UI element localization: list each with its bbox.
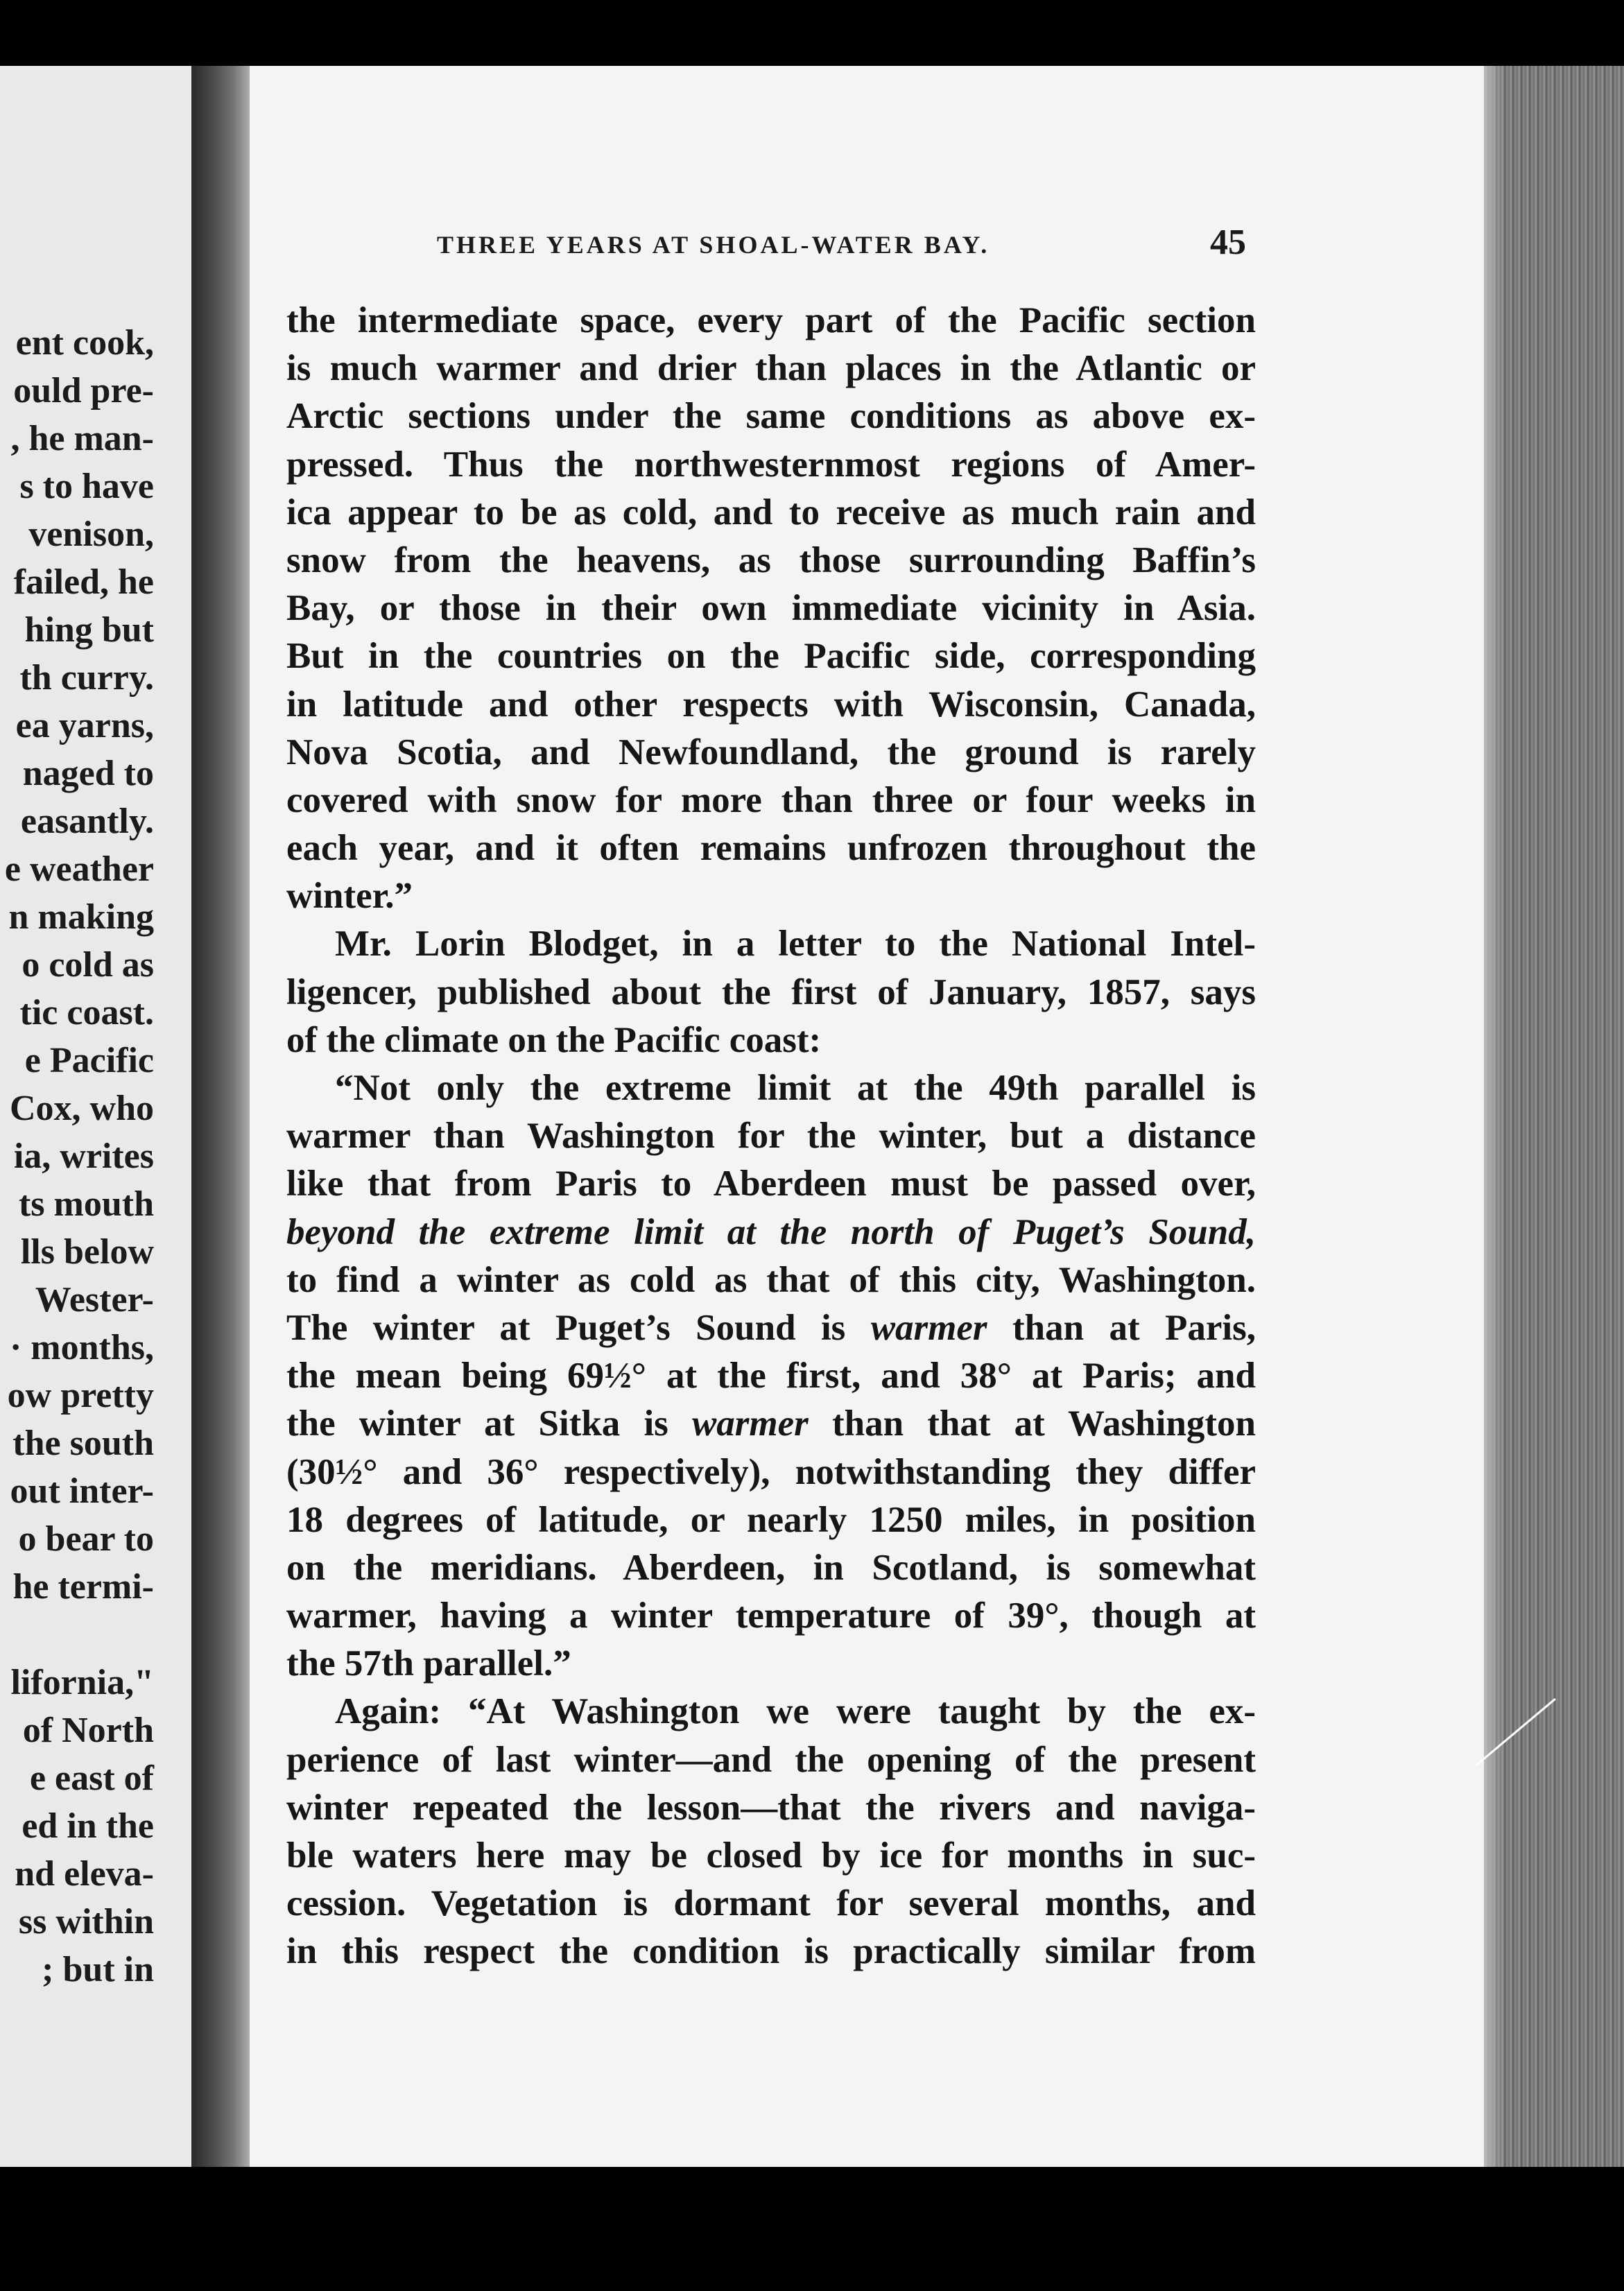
- text-line: Arctic sections under the same conditions as above ex-: [286, 396, 1256, 437]
- text-line: warmer than Washington for the winter, but a distance: [286, 1116, 1256, 1157]
- text-line: on the meridians. Aberdeen, in Scotland, is somewhat: [286, 1547, 1256, 1588]
- text-line: [286, 1209, 1256, 1256]
- text-line: Mr. Lorin Blodget, in a letter to the National Intel-: [335, 924, 1256, 965]
- text-line: cession. Vegetation is dormant for several months, and: [286, 1883, 1256, 1924]
- left-fragment: ea yarns,: [15, 706, 154, 745]
- left-fragment: [5, 1611, 154, 1659]
- text-line: is much warmer and drier than places in the Atlantic or: [286, 348, 1256, 389]
- left-fragment: th curry.: [19, 658, 154, 698]
- left-fragment: e weather: [4, 849, 154, 889]
- left-fragment: lifornia,": [10, 1663, 154, 1702]
- text-line: ble waters here may be closed by ice for months in suc-: [286, 1835, 1256, 1876]
- text-line: in this respect the condition is practically similar from: [286, 1931, 1256, 1972]
- left-fragment: of North: [22, 1711, 154, 1750]
- left-fragment: hing but: [24, 610, 154, 650]
- text-line: in latitude and other respects with Wisconsin, Canada,: [286, 684, 1256, 725]
- body-text: [286, 297, 1256, 1976]
- text-line: to find a winter as cold as that of this city, Washington.: [286, 1259, 1256, 1300]
- text-span: than that at Washington: [808, 1403, 1256, 1444]
- text-line: Bay, or those in their own immediate vicinity in Asia.: [286, 588, 1256, 629]
- text-span: than at Paris,: [987, 1307, 1256, 1348]
- text-line: (30½° and 36° respectively), notwithstanding they differ: [286, 1451, 1256, 1492]
- left-fragment: ould pre-: [13, 371, 154, 410]
- text-line: winter repeated the lesson—that the rivers and naviga-: [286, 1787, 1256, 1828]
- text-line: pressed. Thus the northwesternmost regions of Amer-: [286, 444, 1256, 485]
- text-line: the mean being 69½° at the first, and 38° at Paris; and: [286, 1356, 1256, 1397]
- text-line: snow from the heavens, as those surrounding Baffin’s: [286, 539, 1256, 580]
- italic-text: warmer: [691, 1403, 809, 1444]
- text-line: But in the countries on the Pacific side, corresponding: [286, 636, 1256, 677]
- text-line: Again: “At Washington we were taught by the ex-: [335, 1691, 1256, 1732]
- left-fragment: lls below: [20, 1232, 154, 1272]
- scan-top-border: [0, 0, 1624, 66]
- left-fragment: out inter-: [10, 1471, 154, 1511]
- text-line: ligencer, published about the first of January, 1857, says: [286, 971, 1256, 1012]
- text-line: like that from Paris to Aberdeen must be passed over,: [286, 1164, 1256, 1204]
- text-line: covered with snow for more than three or four weeks in: [286, 779, 1256, 820]
- text-line: ica appear to be as cold, and to receive as much rain and: [286, 492, 1256, 533]
- running-head: THREE YEARS AT SHOAL-WATER BAY.: [437, 231, 990, 259]
- left-fragment: the south: [12, 1424, 154, 1463]
- left-fragment: nd eleva-: [15, 1854, 154, 1894]
- text-line: of the climate on the Pacific coast:: [286, 1019, 822, 1060]
- text-line: [286, 1304, 1256, 1352]
- left-fragment: o bear to: [18, 1519, 154, 1559]
- left-fragment: easantly.: [20, 802, 154, 841]
- left-fragment: ia, writes: [13, 1136, 154, 1176]
- left-fragment: he termi-: [12, 1567, 154, 1607]
- italic-text: beyond the extreme limit at the north of Puget’s Sound,: [286, 1211, 1256, 1252]
- previous-page-text: [5, 319, 154, 1994]
- page-edge: [1484, 66, 1624, 2222]
- left-fragment: Cox, who: [9, 1089, 154, 1128]
- text-line: “Not only the extreme limit at the 49th parallel is: [335, 1068, 1256, 1108]
- text-line: the intermediate space, every part of the Pacific section: [286, 300, 1256, 340]
- page-edge-shade: [1484, 66, 1505, 2222]
- left-fragment: venison,: [28, 515, 154, 554]
- left-fragment: naged to: [22, 754, 154, 793]
- text-line: each year, and it often remains unfrozen throughout the: [286, 828, 1256, 869]
- book-gutter: [191, 66, 252, 2167]
- text-span: The winter at Puget’s Sound is: [286, 1307, 871, 1348]
- text-span: the winter at Sitka is: [286, 1403, 692, 1444]
- text-line: Nova Scotia, and Newfoundland, the ground is rarely: [286, 732, 1256, 772]
- page-number: 45: [1210, 223, 1246, 262]
- left-fragment: ss within: [18, 1902, 154, 1942]
- left-fragment: ent cook,: [15, 323, 154, 363]
- left-fragment: , he man-: [10, 419, 154, 458]
- left-fragment: Wester-: [35, 1280, 154, 1320]
- left-fragment: o cold as: [21, 945, 154, 985]
- previous-page: [0, 66, 194, 2167]
- left-fragment: ts mouth: [18, 1184, 154, 1224]
- italic-text: warmer: [870, 1307, 987, 1348]
- left-fragment: ; but in: [42, 1950, 154, 1989]
- left-fragment: n making: [8, 897, 154, 937]
- text-line: warmer, having a winter temperature of 39°, though at: [286, 1596, 1256, 1636]
- text-line: perience of last winter—and the opening of the present: [286, 1739, 1256, 1780]
- left-fragment: failed, he: [13, 562, 154, 602]
- left-fragment: · months,: [9, 1328, 154, 1367]
- text-line: winter.”: [286, 876, 413, 917]
- scan-bottom-border: [0, 2167, 1624, 2291]
- text-line: [286, 1400, 1256, 1448]
- left-fragment: e east of: [29, 1758, 154, 1798]
- left-fragment: ed in the: [21, 1806, 154, 1846]
- text-line: the 57th parallel.”: [286, 1643, 571, 1684]
- text-line: 18 degrees of latitude, or nearly 1250 miles, in position: [286, 1499, 1256, 1540]
- left-fragment: ow pretty: [7, 1376, 154, 1415]
- left-fragment: tic coast.: [19, 993, 154, 1032]
- left-fragment: s to have: [19, 467, 154, 506]
- left-fragment: e Pacific: [24, 1041, 154, 1080]
